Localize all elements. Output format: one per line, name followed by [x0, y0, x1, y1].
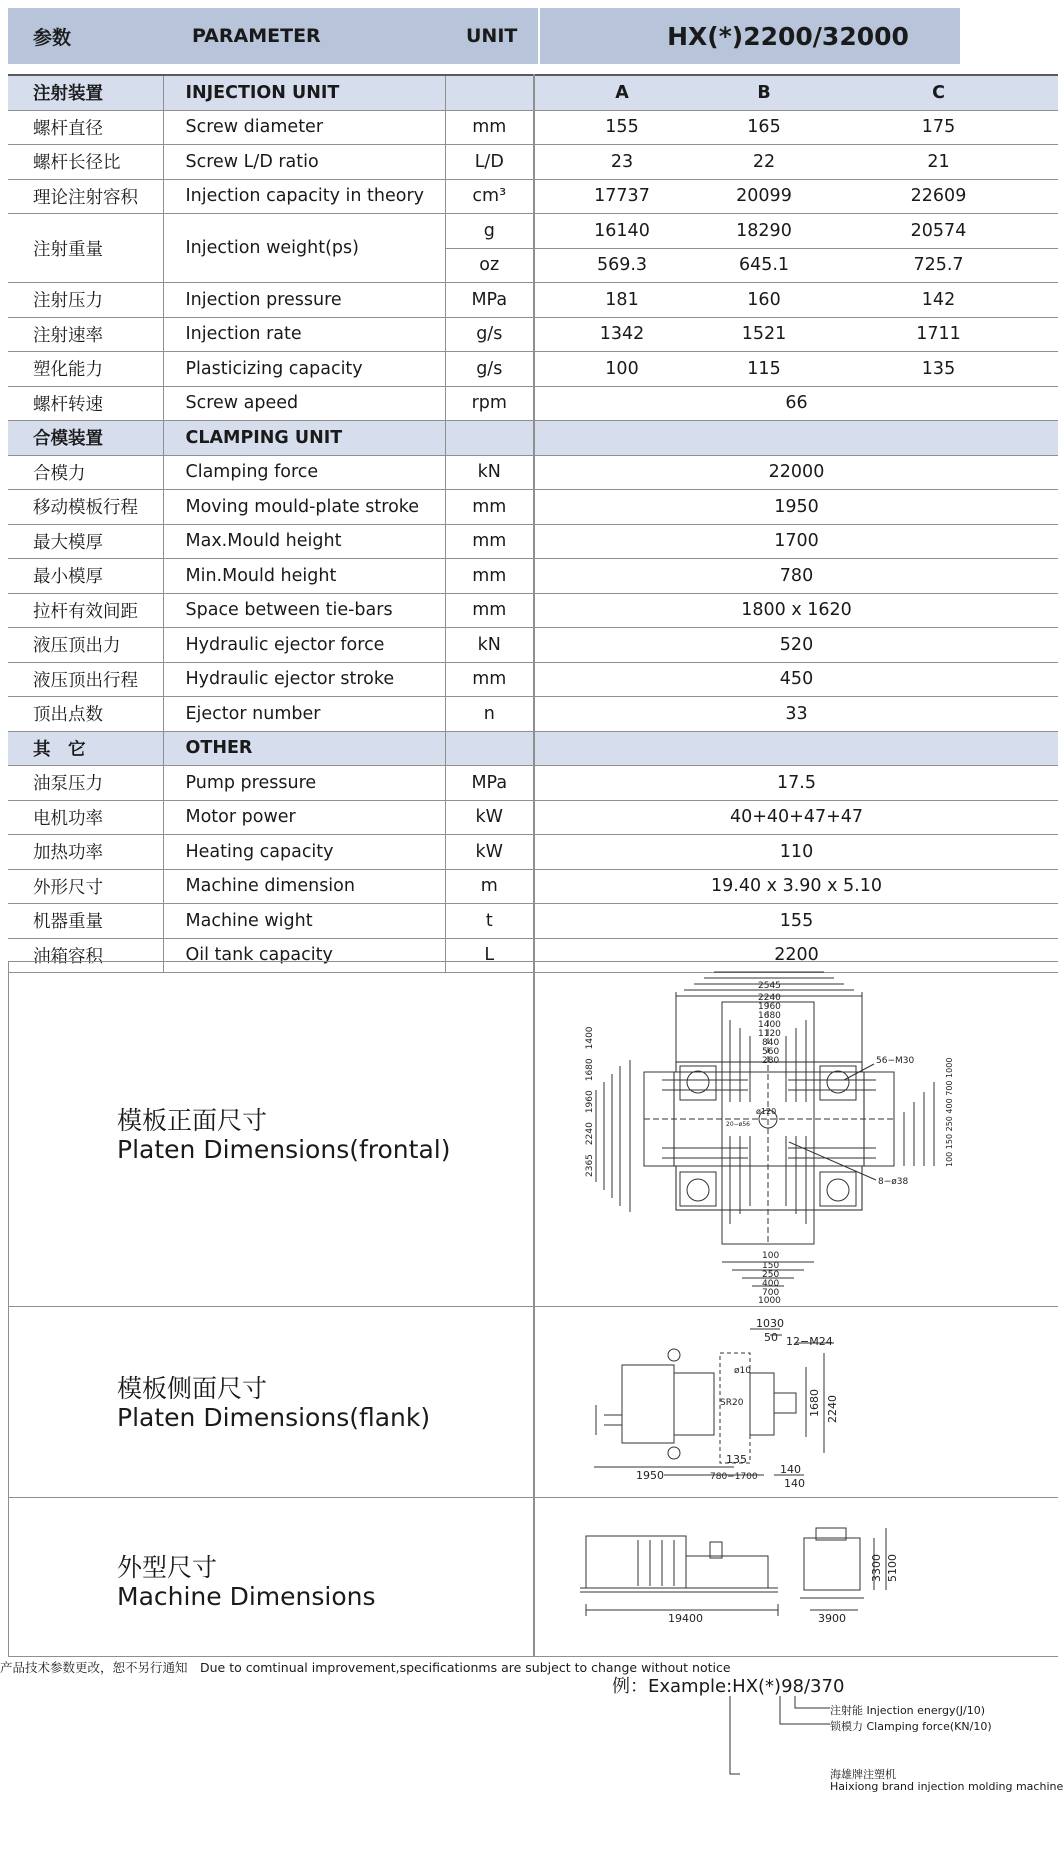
param-zh: 注射速率 [8, 317, 163, 352]
svg-text:280: 280 [762, 1056, 780, 1066]
param-value: 22 [709, 145, 819, 180]
svg-text:560: 560 [762, 1047, 780, 1057]
param-zh: 最小模厚 [8, 559, 163, 594]
param-zh: 合模力 [8, 455, 163, 490]
param-en: Pump pressure [163, 766, 445, 801]
param-en: Machine dimension [163, 869, 445, 904]
table-row [8, 835, 1058, 870]
param-value: 155 [534, 904, 1058, 939]
param-value: 2200 [534, 938, 1058, 973]
param-value: 520 [534, 628, 1058, 663]
header-unit: UNIT [466, 25, 518, 47]
drawing-section [8, 961, 1058, 1657]
section-blank [534, 731, 1058, 766]
param-unit: g [445, 214, 534, 249]
platen-flank-drawing [534, 1307, 964, 1497]
section-header-clamping [8, 421, 1058, 456]
param-en: Heating capacity [163, 835, 445, 870]
pins-callout: 8−ø38 [878, 1177, 909, 1187]
param-unit: g/s [445, 317, 534, 352]
section-blank [534, 421, 1058, 456]
param-zh: 注射重量 [8, 214, 163, 283]
table-row [8, 179, 1058, 214]
spec-table [8, 74, 1058, 973]
flank-label-zh: 模板侧面尺寸 [117, 1374, 268, 1403]
param-value: 165 [709, 110, 819, 145]
machine-row [8, 1498, 1058, 1657]
param-en: Hydraulic ejector force [163, 628, 445, 663]
footnote: 产品技术参数更改，恕不另行通知 Due to comtinual improvement,specificationms are subject to change without notice [0, 1660, 731, 1675]
table-row [8, 283, 1058, 318]
param-unit: n [445, 697, 534, 732]
svg-text:1950: 1950 [636, 1469, 664, 1482]
svg-text:840: 840 [762, 1038, 780, 1048]
small-holes-callout: 20−ø56 [726, 1121, 750, 1128]
param-zh: 最大模厚 [8, 524, 163, 559]
svg-text:2545: 2545 [758, 981, 781, 991]
table-row [8, 110, 1058, 145]
param-value: 22609 [819, 179, 1058, 214]
svg-text:12−M24: 12−M24 [786, 1335, 833, 1348]
param-value: 1711 [819, 317, 1058, 352]
model-example: 例：Example:HX(*)98/370 [612, 1676, 845, 1697]
table-row [8, 214, 1058, 249]
flank-label [8, 1307, 535, 1497]
param-unit: t [445, 904, 534, 939]
section-title-zh: 其 它 [8, 731, 163, 766]
svg-text:135: 135 [726, 1453, 747, 1466]
table-row [8, 869, 1058, 904]
param-en: Injection weight(ps) [163, 214, 445, 283]
param-en: Machine wight [163, 904, 445, 939]
svg-text:100 150 250 400 700 1000: 100 150 250 400 700 1000 [945, 1057, 954, 1167]
table-header [8, 8, 960, 64]
param-en: Hydraulic ejector stroke [163, 662, 445, 697]
section-unit-cell [445, 75, 534, 110]
param-value: 160 [709, 283, 819, 318]
legend-injection-energy: 注射能 Injection energy(J/10) [830, 1704, 986, 1717]
svg-text:ø10: ø10 [734, 1366, 751, 1376]
center-callout: ø120 [756, 1107, 777, 1116]
param-value: 18290 [709, 214, 819, 249]
svg-text:140: 140 [780, 1463, 801, 1476]
svg-text:400: 400 [762, 1279, 780, 1289]
param-unit: rpm [445, 386, 534, 421]
svg-text:1120: 1120 [758, 1029, 781, 1039]
param-value: 181 [534, 283, 709, 318]
param-value: 155 [534, 110, 709, 145]
machine-h1: 3300 [870, 1554, 883, 1582]
param-zh: 加热功率 [8, 835, 163, 870]
param-zh: 移动模板行程 [8, 490, 163, 525]
frontal-label-en: Platen Dimensions(frontal) [117, 1135, 451, 1164]
param-value: 569.3 [534, 248, 709, 283]
param-en: Ejector number [163, 697, 445, 732]
param-zh: 机器重量 [8, 904, 163, 939]
param-value: 1700 [534, 524, 1058, 559]
table-row [8, 524, 1058, 559]
example-leader-lines [700, 1696, 840, 1786]
param-zh: 油泵压力 [8, 766, 163, 801]
param-unit: mm [445, 490, 534, 525]
param-en: Injection capacity in theory [163, 179, 445, 214]
param-unit: L [445, 938, 534, 973]
param-unit: mm [445, 593, 534, 628]
param-unit: m [445, 869, 534, 904]
param-zh: 螺杆长径比 [8, 145, 163, 180]
frontal-drawing [534, 962, 964, 1306]
svg-text:150: 150 [762, 1261, 780, 1271]
table-row [8, 559, 1058, 594]
param-value: 17737 [534, 179, 709, 214]
machine-width: 3900 [818, 1612, 846, 1625]
table-row [8, 317, 1058, 352]
svg-text:2240: 2240 [758, 993, 781, 1003]
param-value: 175 [819, 110, 1058, 145]
param-unit: kN [445, 455, 534, 490]
param-unit: MPa [445, 766, 534, 801]
section-unit-cell [445, 421, 534, 456]
model-name: HX(*)2200/32000 [667, 21, 909, 51]
table-row [8, 386, 1058, 421]
section-title-zh: 注射装置 [8, 75, 163, 110]
param-value: 23 [534, 145, 709, 180]
svg-text:1400: 1400 [758, 1020, 781, 1030]
section-title-en: CLAMPING UNIT [163, 421, 445, 456]
frontal-row [8, 961, 1058, 1307]
machine-dimension-drawing [534, 1498, 964, 1656]
svg-text:1960: 1960 [758, 1002, 781, 1012]
param-zh: 油箱容积 [8, 938, 163, 973]
param-zh: 螺杆转速 [8, 386, 163, 421]
param-value: 115 [709, 352, 819, 387]
svg-text:1680: 1680 [758, 1011, 781, 1021]
svg-text:140: 140 [784, 1477, 805, 1490]
param-en: Clamping force [163, 455, 445, 490]
param-unit: g/s [445, 352, 534, 387]
svg-text:700: 700 [762, 1288, 780, 1298]
frontal-label [8, 962, 535, 1306]
machine-label-en: Machine Dimensions [117, 1582, 376, 1611]
param-zh: 液压顶出力 [8, 628, 163, 663]
table-row [8, 593, 1058, 628]
legend-brand-en: Haixiong brand injection molding machine [830, 1780, 1063, 1793]
svg-text:1030: 1030 [756, 1317, 784, 1330]
section-header-injection [8, 75, 1058, 110]
param-unit: mm [445, 524, 534, 559]
machine-drawing [534, 1498, 964, 1656]
svg-text:50: 50 [764, 1331, 778, 1344]
param-zh: 拉杆有效间距 [8, 593, 163, 628]
machine-h2: 5100 [886, 1554, 899, 1582]
param-value: 142 [819, 283, 1058, 318]
table-row [8, 904, 1058, 939]
table-row [8, 145, 1058, 180]
param-unit: mm [445, 110, 534, 145]
param-value: 100 [534, 352, 709, 387]
column-label: B [709, 75, 819, 110]
param-unit: mm [445, 662, 534, 697]
param-en: Max.Mould height [163, 524, 445, 559]
spec-sheet [8, 8, 967, 1625]
svg-text:1000: 1000 [758, 1296, 781, 1306]
svg-text:2240: 2240 [826, 1395, 839, 1423]
param-value: 110 [534, 835, 1058, 870]
param-value: 20099 [709, 179, 819, 214]
section-title-zh: 合模装置 [8, 421, 163, 456]
table-row [8, 352, 1058, 387]
column-label: A [534, 75, 709, 110]
svg-text:1680: 1680 [808, 1389, 821, 1417]
param-value: 1342 [534, 317, 709, 352]
param-en: Space between tie-bars [163, 593, 445, 628]
param-unit: kW [445, 800, 534, 835]
param-value: 19.40 x 3.90 x 5.10 [534, 869, 1058, 904]
param-en: Screw diameter [163, 110, 445, 145]
machine-length: 19400 [668, 1612, 703, 1625]
table-row [8, 800, 1058, 835]
header-parameter-zh: 参数 [33, 26, 72, 49]
header-parameter-en: PARAMETER [192, 25, 321, 47]
table-row [8, 662, 1058, 697]
param-value: 21 [819, 145, 1058, 180]
table-row [8, 697, 1058, 732]
param-value: 1950 [534, 490, 1058, 525]
param-value: 725.7 [819, 248, 1058, 283]
platen-frontal-drawing [534, 962, 964, 1306]
param-value: 16140 [534, 214, 709, 249]
param-zh: 螺杆直径 [8, 110, 163, 145]
flank-row [8, 1307, 1058, 1498]
table-row [8, 455, 1058, 490]
param-en: Plasticizing capacity [163, 352, 445, 387]
param-en: Screw apeed [163, 386, 445, 421]
table-row [8, 766, 1058, 801]
param-value: 1521 [709, 317, 819, 352]
param-value: 33 [534, 697, 1058, 732]
param-value: 66 [534, 386, 1058, 421]
param-en: Injection rate [163, 317, 445, 352]
param-value: 135 [819, 352, 1058, 387]
param-en: Motor power [163, 800, 445, 835]
param-en: Injection pressure [163, 283, 445, 318]
param-value: 645.1 [709, 248, 819, 283]
param-value: 1800 x 1620 [534, 593, 1058, 628]
param-unit: kW [445, 835, 534, 870]
flank-drawing [534, 1307, 964, 1497]
section-unit-cell [445, 731, 534, 766]
table-row [8, 628, 1058, 663]
param-en: Min.Mould height [163, 559, 445, 594]
section-header-other [8, 731, 1058, 766]
flank-label-en: Platen Dimensions(flank) [117, 1403, 431, 1432]
param-unit: oz [445, 248, 534, 283]
param-zh: 理论注射容积 [8, 179, 163, 214]
legend-brand-zh: 海雄牌注塑机 [830, 1768, 896, 1781]
holes-callout: 56−M30 [876, 1056, 915, 1066]
legend-clamping-force: 锁模力 Clamping force(KN/10) [830, 1720, 992, 1733]
param-zh: 顶出点数 [8, 697, 163, 732]
machine-label [8, 1498, 535, 1656]
param-zh: 外形尺寸 [8, 869, 163, 904]
frontal-label-zh: 模板正面尺寸 [117, 1106, 268, 1135]
param-value: 40+40+47+47 [534, 800, 1058, 835]
param-value: 17.5 [534, 766, 1058, 801]
column-label: C [819, 75, 1058, 110]
param-unit: mm [445, 559, 534, 594]
section-title-en: INJECTION UNIT [163, 75, 445, 110]
svg-text:100: 100 [762, 1251, 780, 1261]
param-unit: L/D [445, 145, 534, 180]
svg-text:780−1700: 780−1700 [710, 1472, 758, 1482]
param-en: Screw L/D ratio [163, 145, 445, 180]
param-value: 450 [534, 662, 1058, 697]
param-unit: MPa [445, 283, 534, 318]
param-zh: 注射压力 [8, 283, 163, 318]
param-value: 780 [534, 559, 1058, 594]
param-unit: kN [445, 628, 534, 663]
machine-label-zh: 外型尺寸 [117, 1553, 218, 1582]
param-en: Moving mould-plate stroke [163, 490, 445, 525]
svg-text:250: 250 [762, 1270, 780, 1280]
svg-text:2365 2240 1960 1680 1400: 2365 2240 1960 1680 1400 [585, 1026, 595, 1177]
param-value: 22000 [534, 455, 1058, 490]
section-title-en: OTHER [163, 731, 445, 766]
param-zh: 液压顶出行程 [8, 662, 163, 697]
param-zh: 塑化能力 [8, 352, 163, 387]
param-en: Oil tank capacity [163, 938, 445, 973]
param-zh: 电机功率 [8, 800, 163, 835]
table-row [8, 490, 1058, 525]
svg-text:SR20: SR20 [720, 1398, 744, 1408]
param-value: 20574 [819, 214, 1058, 249]
param-unit: cm³ [445, 179, 534, 214]
